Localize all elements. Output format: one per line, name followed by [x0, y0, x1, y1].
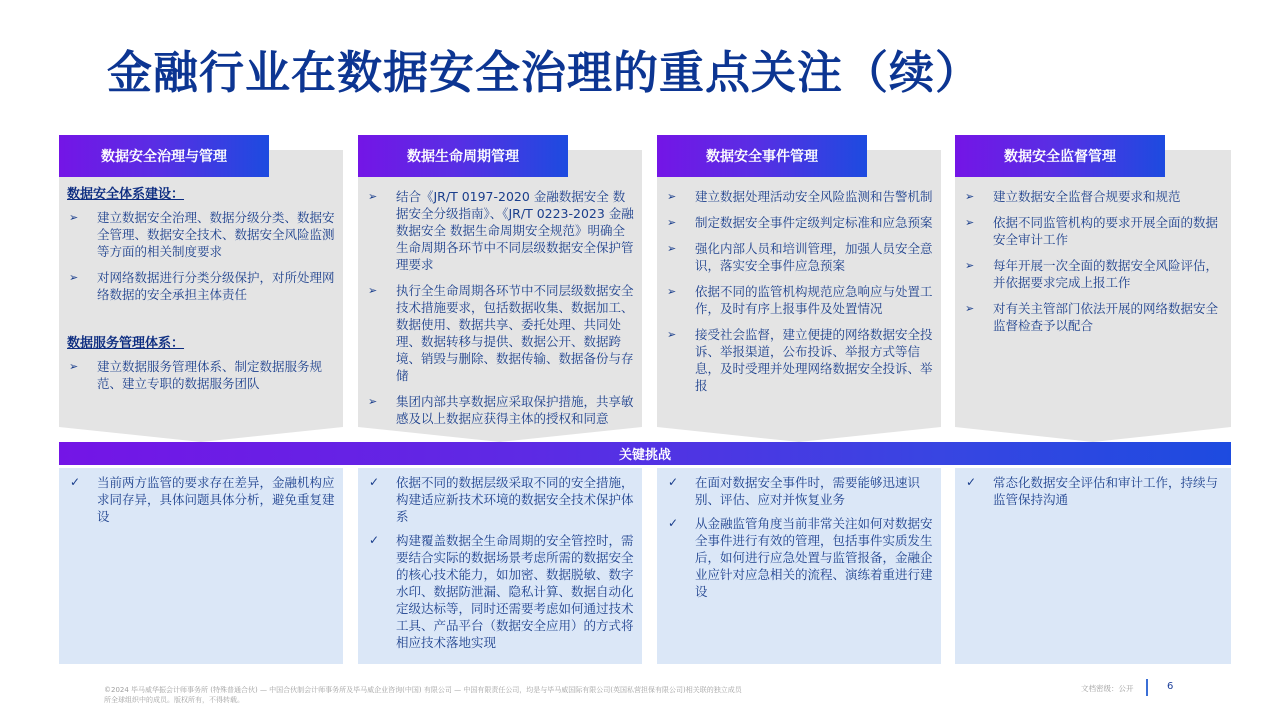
list-item: ➢ 建立数据处理活动安全风险监测和告警机制: [667, 189, 933, 204]
list-item: ➢ 制定数据安全事件定级判定标准和应急预案: [667, 215, 933, 230]
list-item: ➢ 建立数据服务管理体系、制定数据服务规范、建立专职的数据服务团队: [69, 359, 323, 391]
arrow-bullet-icon: ➢: [965, 190, 975, 203]
column-header: 数据安全治理与管理: [59, 135, 269, 177]
arrow-bullet-icon: ➢: [667, 285, 677, 298]
challenge-panel: [955, 468, 1231, 664]
document-classification: 文档密级：公开: [1081, 684, 1134, 693]
page-title: 金融行业在数据安全治理的重点关注（续）: [107, 46, 982, 99]
arrow-bullet-icon: ➢: [368, 395, 378, 408]
list-item: ➢ 依据不同监管机构的要求开展全面的数据安全审计工作: [965, 215, 1219, 247]
challenge-panel: [657, 468, 941, 664]
list-item: ➢ 每年开展一次全面的数据安全风险评估，并依据要求完成上报工作: [965, 258, 1219, 290]
list-item: ✓ 构建覆盖数据全生命周期的安全管控时，需要结合实际的数据场景考虑所需的数据安全的核心技术能力，如加密、数据脱敏、数字水印、数据防泄漏、隐私计算、数据自动化定级达标等，同时还需要考虑如何通过技术工具、产品平台（数据安全应用）的方式将相应技术落地实现: [366, 532, 634, 651]
arrow-bullet-icon: ➢: [368, 284, 378, 297]
list-item: ➢ 建立数据安全监督合规要求和规范: [965, 189, 1181, 204]
list-item: ✓ 依据不同的数据层级采取不同的安全措施，构建适应新技术环境的数据安全技术保护体系: [366, 474, 634, 525]
list-item: ✓ 在面对数据安全事件时，需要能够迅速识别、评估、应对并恢复业务: [665, 474, 933, 508]
footer-legal-text: ©2024 毕马威华振会计师事务所 (特殊普通合伙) — 中国合伙制会计师事务所及毕马威企业咨询(中国) 有限公司 — 中国有限责任公司，均是与毕马威国际有限公司(英国私营担保有限公司)相关联的独立成员所全球组织中的成员。版权所有，不得转载。: [104, 686, 742, 704]
checkmark-icon: ✓: [668, 475, 679, 489]
arrow-bullet-icon: ➢: [69, 211, 79, 224]
arrow-bullet-icon: ➢: [667, 216, 677, 229]
list-item: ➢ 对网络数据进行分类分级保护，对所处理网络数据的安全承担主体责任: [69, 270, 335, 302]
column-body: [67, 185, 335, 401]
footer-divider: [1146, 679, 1148, 696]
arrow-bullet-icon: ➢: [368, 190, 378, 203]
arrow-bullet-icon: ➢: [69, 360, 79, 373]
checkmark-icon: ✓: [369, 533, 380, 547]
list-item: ➢ 执行全生命周期各环节中不同层级数据安全技术措施要求，包括数据收集、数据加工、数据使用、数据共享、委托处理、共同处理、数据转移与提供、数据公开、数据跨境、销毁与删除、数据传输、数据备份与存储: [368, 283, 634, 383]
arrow-bullet-icon: ➢: [69, 271, 79, 284]
checkmark-icon: ✓: [70, 475, 81, 489]
checkmark-icon: ✓: [668, 516, 679, 530]
list-item: ✓ 从金融监管角度当前非常关注如何对数据安全事件进行有效的管理，包括事件实质发生后，如何进行应急处置与监管报备，金融企业应针对应急相关的流程、演练着重进行建设: [665, 515, 933, 600]
challenge-panel: [358, 468, 642, 664]
checkmark-icon: ✓: [966, 475, 977, 489]
column-body: [963, 188, 1223, 343]
column-body: [366, 188, 634, 436]
column-body: [665, 188, 933, 403]
checkmark-icon: ✓: [369, 475, 380, 489]
arrow-bullet-icon: ➢: [965, 216, 975, 229]
list-item: ➢ 依据不同的监管机构规范应急响应与处置工作，及时有序上报事件及处置情况: [667, 284, 933, 316]
arrow-bullet-icon: ➢: [965, 302, 975, 315]
arrow-bullet-icon: ➢: [667, 190, 677, 203]
list-item: ✓ 常态化数据安全评估和审计工作，持续与监管保持沟通: [963, 474, 1223, 508]
list-item: ➢ 结合《JR/T 0197-2020 金融数据安全 数据安全分级指南》、《JR/T 0223-2023 金融数据安全 数据生命周期安全规范》明确全生命周期各环节中不同层级数据安全保护管理要求: [368, 189, 634, 272]
key-challenges-bar: 关键挑战: [59, 442, 1231, 465]
page-number: 6: [1167, 681, 1174, 692]
list-item: ➢ 对有关主管部门依法开展的网络数据安全监督检查予以配合: [965, 301, 1219, 333]
arrow-bullet-icon: ➢: [667, 328, 677, 341]
column-header: 数据安全监督管理: [955, 135, 1165, 177]
column-header: 数据安全事件管理: [657, 135, 867, 177]
section-heading: 数据服务管理体系：: [67, 336, 185, 351]
arrow-bullet-icon: ➢: [667, 242, 677, 255]
list-item: ➢ 强化内部人员和培训管理，加强人员安全意识，落实安全事件应急预案: [667, 241, 933, 273]
section-heading: 数据安全体系建设：: [67, 187, 185, 202]
list-item: ➢ 建立数据安全治理、数据分级分类、数据安全管理、数据安全技术、数据安全风险监测等方面的相关制度要求: [69, 210, 335, 259]
list-item: ➢ 接受社会监督，建立便捷的网络数据安全投诉、举报渠道，公布投诉、举报方式等信息，及时受理并处理网络数据安全投诉、举报: [667, 327, 933, 393]
arrow-bullet-icon: ➢: [965, 259, 975, 272]
column-header: 数据生命周期管理: [358, 135, 568, 177]
challenge-panel: [59, 468, 343, 664]
list-item: ✓ 当前两方监管的要求存在差异，金融机构应求同存异，具体问题具体分析，避免重复建设: [67, 474, 335, 525]
list-item: ➢ 集团内部共享数据应采取保护措施，共享敏感及以上数据应获得主体的授权和同意: [368, 394, 634, 426]
